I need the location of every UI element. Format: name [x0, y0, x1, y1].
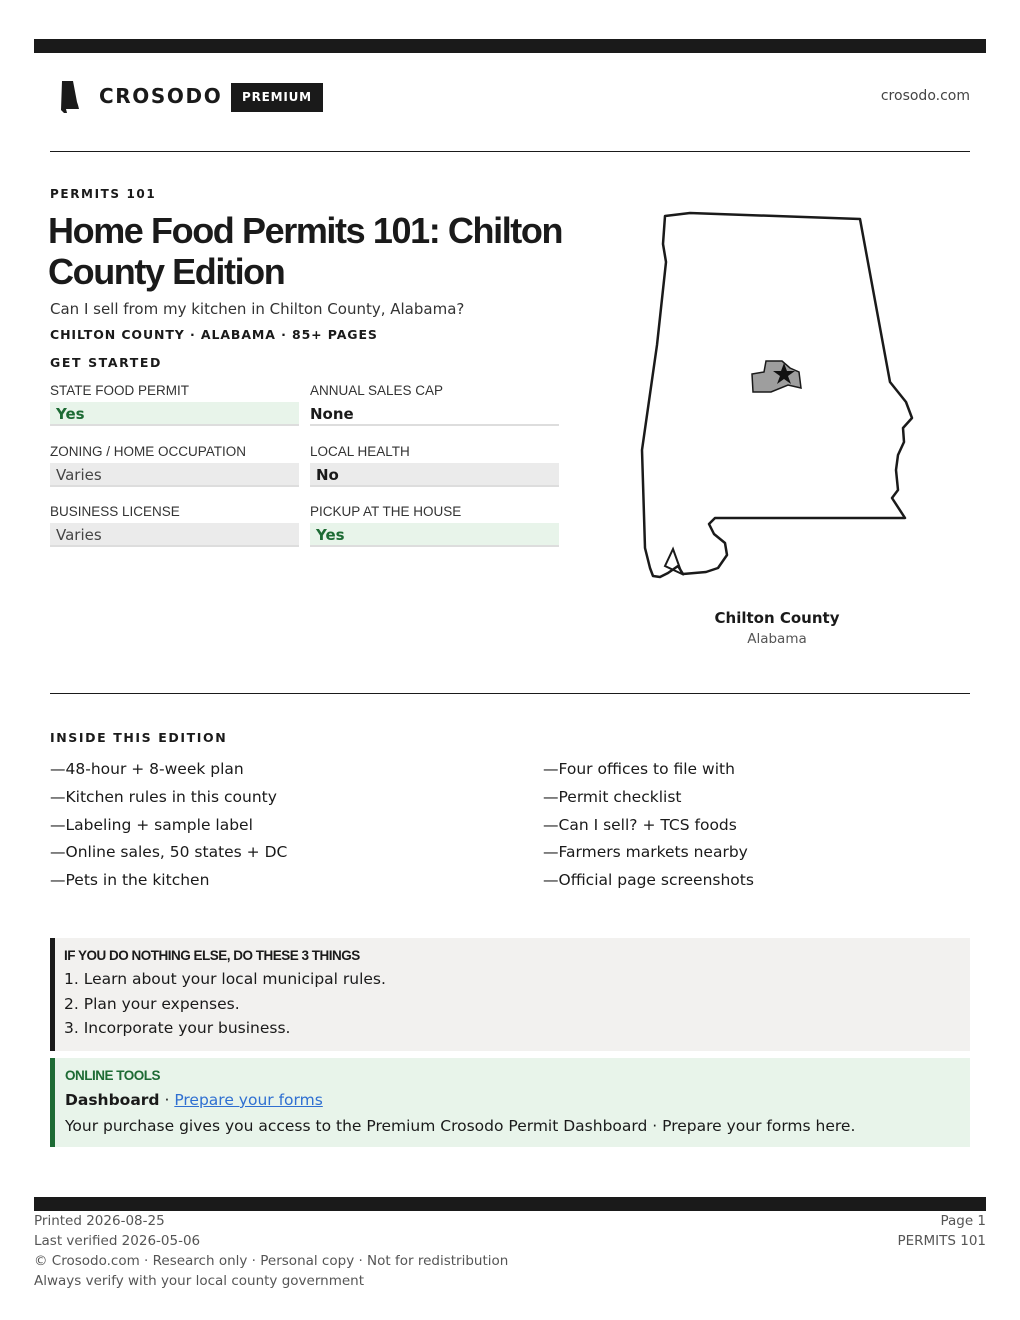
dashboard-label: Dashboard: [65, 1091, 160, 1109]
callout-item: 1. Learn about your local municipal rules.: [64, 970, 386, 988]
fact-label: ANNUAL SALES CAP: [310, 383, 444, 398]
fact-value: Varies: [50, 463, 299, 487]
map-county-label: Chilton County: [714, 609, 840, 627]
printed-date: Printed 2026-08-25: [34, 1213, 165, 1229]
alabama-map: [630, 205, 930, 590]
fact-label: STATE FOOD PERMIT: [50, 383, 190, 398]
get-started-heading: GET STARTED: [50, 355, 163, 370]
toc-item: —Four offices to file with: [543, 760, 735, 778]
header-divider: [50, 151, 970, 152]
alabama-outline: [642, 213, 912, 577]
toc-item: —Labeling + sample label: [50, 815, 253, 834]
fact-state-food-permit: [50, 382, 299, 426]
chilton-county-shape: [752, 361, 801, 392]
page-title: Home Food Permits 101: Chilton County Edition: [48, 210, 563, 292]
bottom-rule-bar: [34, 1197, 986, 1211]
toc-item: —Permit checklist: [543, 787, 682, 806]
brand-name: CROSODO: [99, 84, 223, 108]
alabama-logo-icon: [60, 80, 82, 114]
prepare-forms-link[interactable]: Prepare your forms: [174, 1091, 323, 1109]
fact-zoning: [50, 443, 299, 487]
map-state-label: Alabama: [747, 631, 807, 647]
toc-item: —Online sales, 50 states + DC: [50, 843, 288, 862]
callout-item: 3. Incorporate your business.: [64, 1019, 291, 1037]
inside-edition-heading: INSIDE THIS EDITION: [50, 730, 228, 745]
top-rule-bar: [34, 39, 986, 53]
page-number: Page 1: [940, 1213, 986, 1229]
tools-description: Your purchase gives you access to the Premium Crosodo Permit Dashboard · Prepare your forms here.: [65, 1117, 856, 1135]
fact-annual-sales-cap: [310, 382, 559, 426]
verify-advice: Always verify with your local county government: [34, 1273, 364, 1289]
fact-label: LOCAL HEALTH: [310, 444, 410, 459]
toc-left-column: [50, 757, 287, 896]
fact-value: Varies: [50, 523, 299, 547]
fact-label: PICKUP AT THE HOUSE: [310, 504, 462, 519]
callout-heading: IF YOU DO NOTHING ELSE, DO THESE 3 THINGS: [64, 948, 360, 963]
toc-item: —Farmers markets nearby: [543, 843, 748, 862]
three-things-callout: [50, 938, 970, 1051]
page-header: [50, 78, 970, 118]
premium-badge: PREMIUM: [231, 83, 323, 112]
toc-right-column: [543, 757, 754, 896]
fact-value: None: [310, 402, 559, 426]
copyright-notice: © Crosodo.com · Research only · Personal copy · Not for redistribution: [34, 1253, 509, 1269]
fact-value: Yes: [50, 402, 299, 426]
section-divider: [50, 693, 970, 694]
verified-date: Last verified 2026-05-06: [34, 1233, 201, 1249]
page-subtitle: Can I sell from my kitchen in Chilton County, Alabama?: [50, 300, 465, 318]
footer-left: [34, 1211, 508, 1291]
kicker: PERMITS 101: [50, 187, 157, 201]
toc-item: —48-hour + 8-week plan: [50, 760, 244, 778]
separator: ·: [159, 1091, 175, 1109]
footer-right: [897, 1211, 986, 1251]
toc-item: —Kitchen rules in this county: [50, 787, 277, 806]
fact-business-license: [50, 503, 299, 547]
toc-item: —Can I sell? + TCS foods: [543, 815, 737, 834]
fact-value: No: [310, 463, 559, 487]
toc-item: —Official page screenshots: [543, 871, 754, 890]
fact-label: ZONING / HOME OCCUPATION: [50, 444, 247, 459]
fact-pickup: [310, 503, 559, 547]
toc-item: —Pets in the kitchen: [50, 871, 210, 890]
callout-list: [64, 967, 970, 1041]
fact-local-health: [310, 443, 559, 487]
footer-section: PERMITS 101: [897, 1233, 986, 1249]
callout-item: 2. Plan your expenses.: [64, 994, 240, 1013]
dashboard-line: [65, 1087, 970, 1113]
site-url[interactable]: crosodo.com: [880, 88, 970, 104]
edition-meta: CHILTON COUNTY · ALABAMA · 85+ PAGES: [50, 327, 378, 342]
fact-label: BUSINESS LICENSE: [50, 504, 180, 519]
online-tools-heading: ONLINE TOOLS: [65, 1068, 161, 1083]
fact-value: Yes: [310, 523, 559, 547]
online-tools-callout: [50, 1058, 970, 1147]
